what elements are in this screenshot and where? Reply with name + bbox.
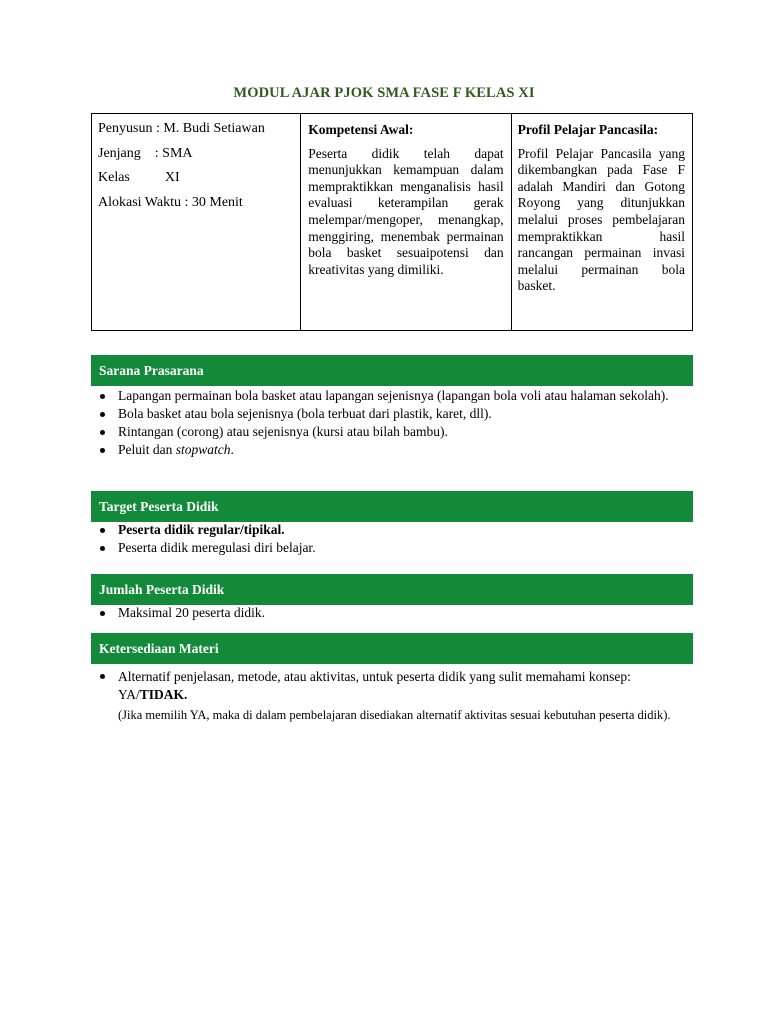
class-line: Kelas XI (98, 170, 180, 185)
list-item: Maksimal 20 peserta didik. (97, 605, 687, 622)
time-allocation-line: Alokasi Waktu : 30 Menit (98, 194, 243, 210)
pancasila-profile-heading: Profil Pelajar Pancasila: (517, 122, 659, 137)
section-header-facilities: Sarana Prasarana (91, 355, 693, 386)
section-header-student-count: Jumlah Peserta Didik (91, 574, 693, 605)
info-table (91, 113, 693, 331)
student-count-list (97, 605, 687, 623)
pancasila-profile-text: Profil Pelajar Pancasila yang dikembangkan pada Fase F adalah Mandiri dan Gotong Royong yang ditunjukkan melalui proses pembelajaran mempraktikkan hasil rancangan permainan invasi melalui permainan bola basket. (517, 145, 685, 294)
section-header-material-availability: Ketersediaan Materi (91, 633, 693, 664)
list-item-suffix: . (230, 442, 234, 457)
material-note: (Jika memilih YA, maka di dalam pembelajaran disediakan alternatif aktivitas sesuai kebutuhan peserta didik). (118, 708, 671, 722)
target-students-list (97, 522, 687, 558)
list-item: Bola basket atau bola sejenisnya (bola terbuat dari plastik, karet, dll). (97, 406, 687, 423)
pancasila-profile-cell (512, 114, 692, 330)
list-item-text: Peluit dan (118, 442, 176, 457)
initial-competence-cell (301, 114, 511, 330)
material-availability-list (97, 668, 687, 706)
level-line: Jenjang : SMA (98, 145, 193, 161)
document-title: MODUL AJAR PJOK SMA FASE F KELAS XI (233, 85, 535, 101)
list-item: Peserta didik meregulasi diri belajar. (97, 540, 687, 557)
list-item-bold: TIDAK. (139, 687, 188, 702)
list-item-text: Alternatif penjelasan, metode, atau aktivitas, untuk peserta didik yang sulit memahami konsep: YA/ (118, 669, 631, 702)
initial-competence-text: Peserta didik telah dapat menunjukkan kemampuan dalam mempraktikkan menganalisis hasil evaluasi keterampilan gerak melempar/mengoper, menangkap, menggiring, menembak permainan bola basket sesuaipotensi dan kreativitas yang dimiliki. (308, 145, 504, 277)
initial-competence-heading: Kompetensi Awal: (308, 122, 414, 137)
list-item (97, 442, 687, 459)
author-line: Penyusun : M. Budi Setiawan (98, 121, 265, 136)
list-item-italic: stopwatch (175, 442, 231, 457)
list-item: Lapangan permainan bola basket atau lapangan sejenisnya (lapangan bola voli atau halaman sekolah). (97, 388, 687, 405)
author-info-cell (92, 114, 301, 330)
section-header-target-students: Target Peserta Didik (91, 491, 693, 522)
list-item: Rintangan (corong) atau sejenisnya (kursi atau bilah bambu). (97, 424, 687, 441)
facilities-list (97, 388, 687, 460)
list-item: Peserta didik regular/tipikal. (97, 522, 687, 539)
list-item (97, 668, 687, 704)
